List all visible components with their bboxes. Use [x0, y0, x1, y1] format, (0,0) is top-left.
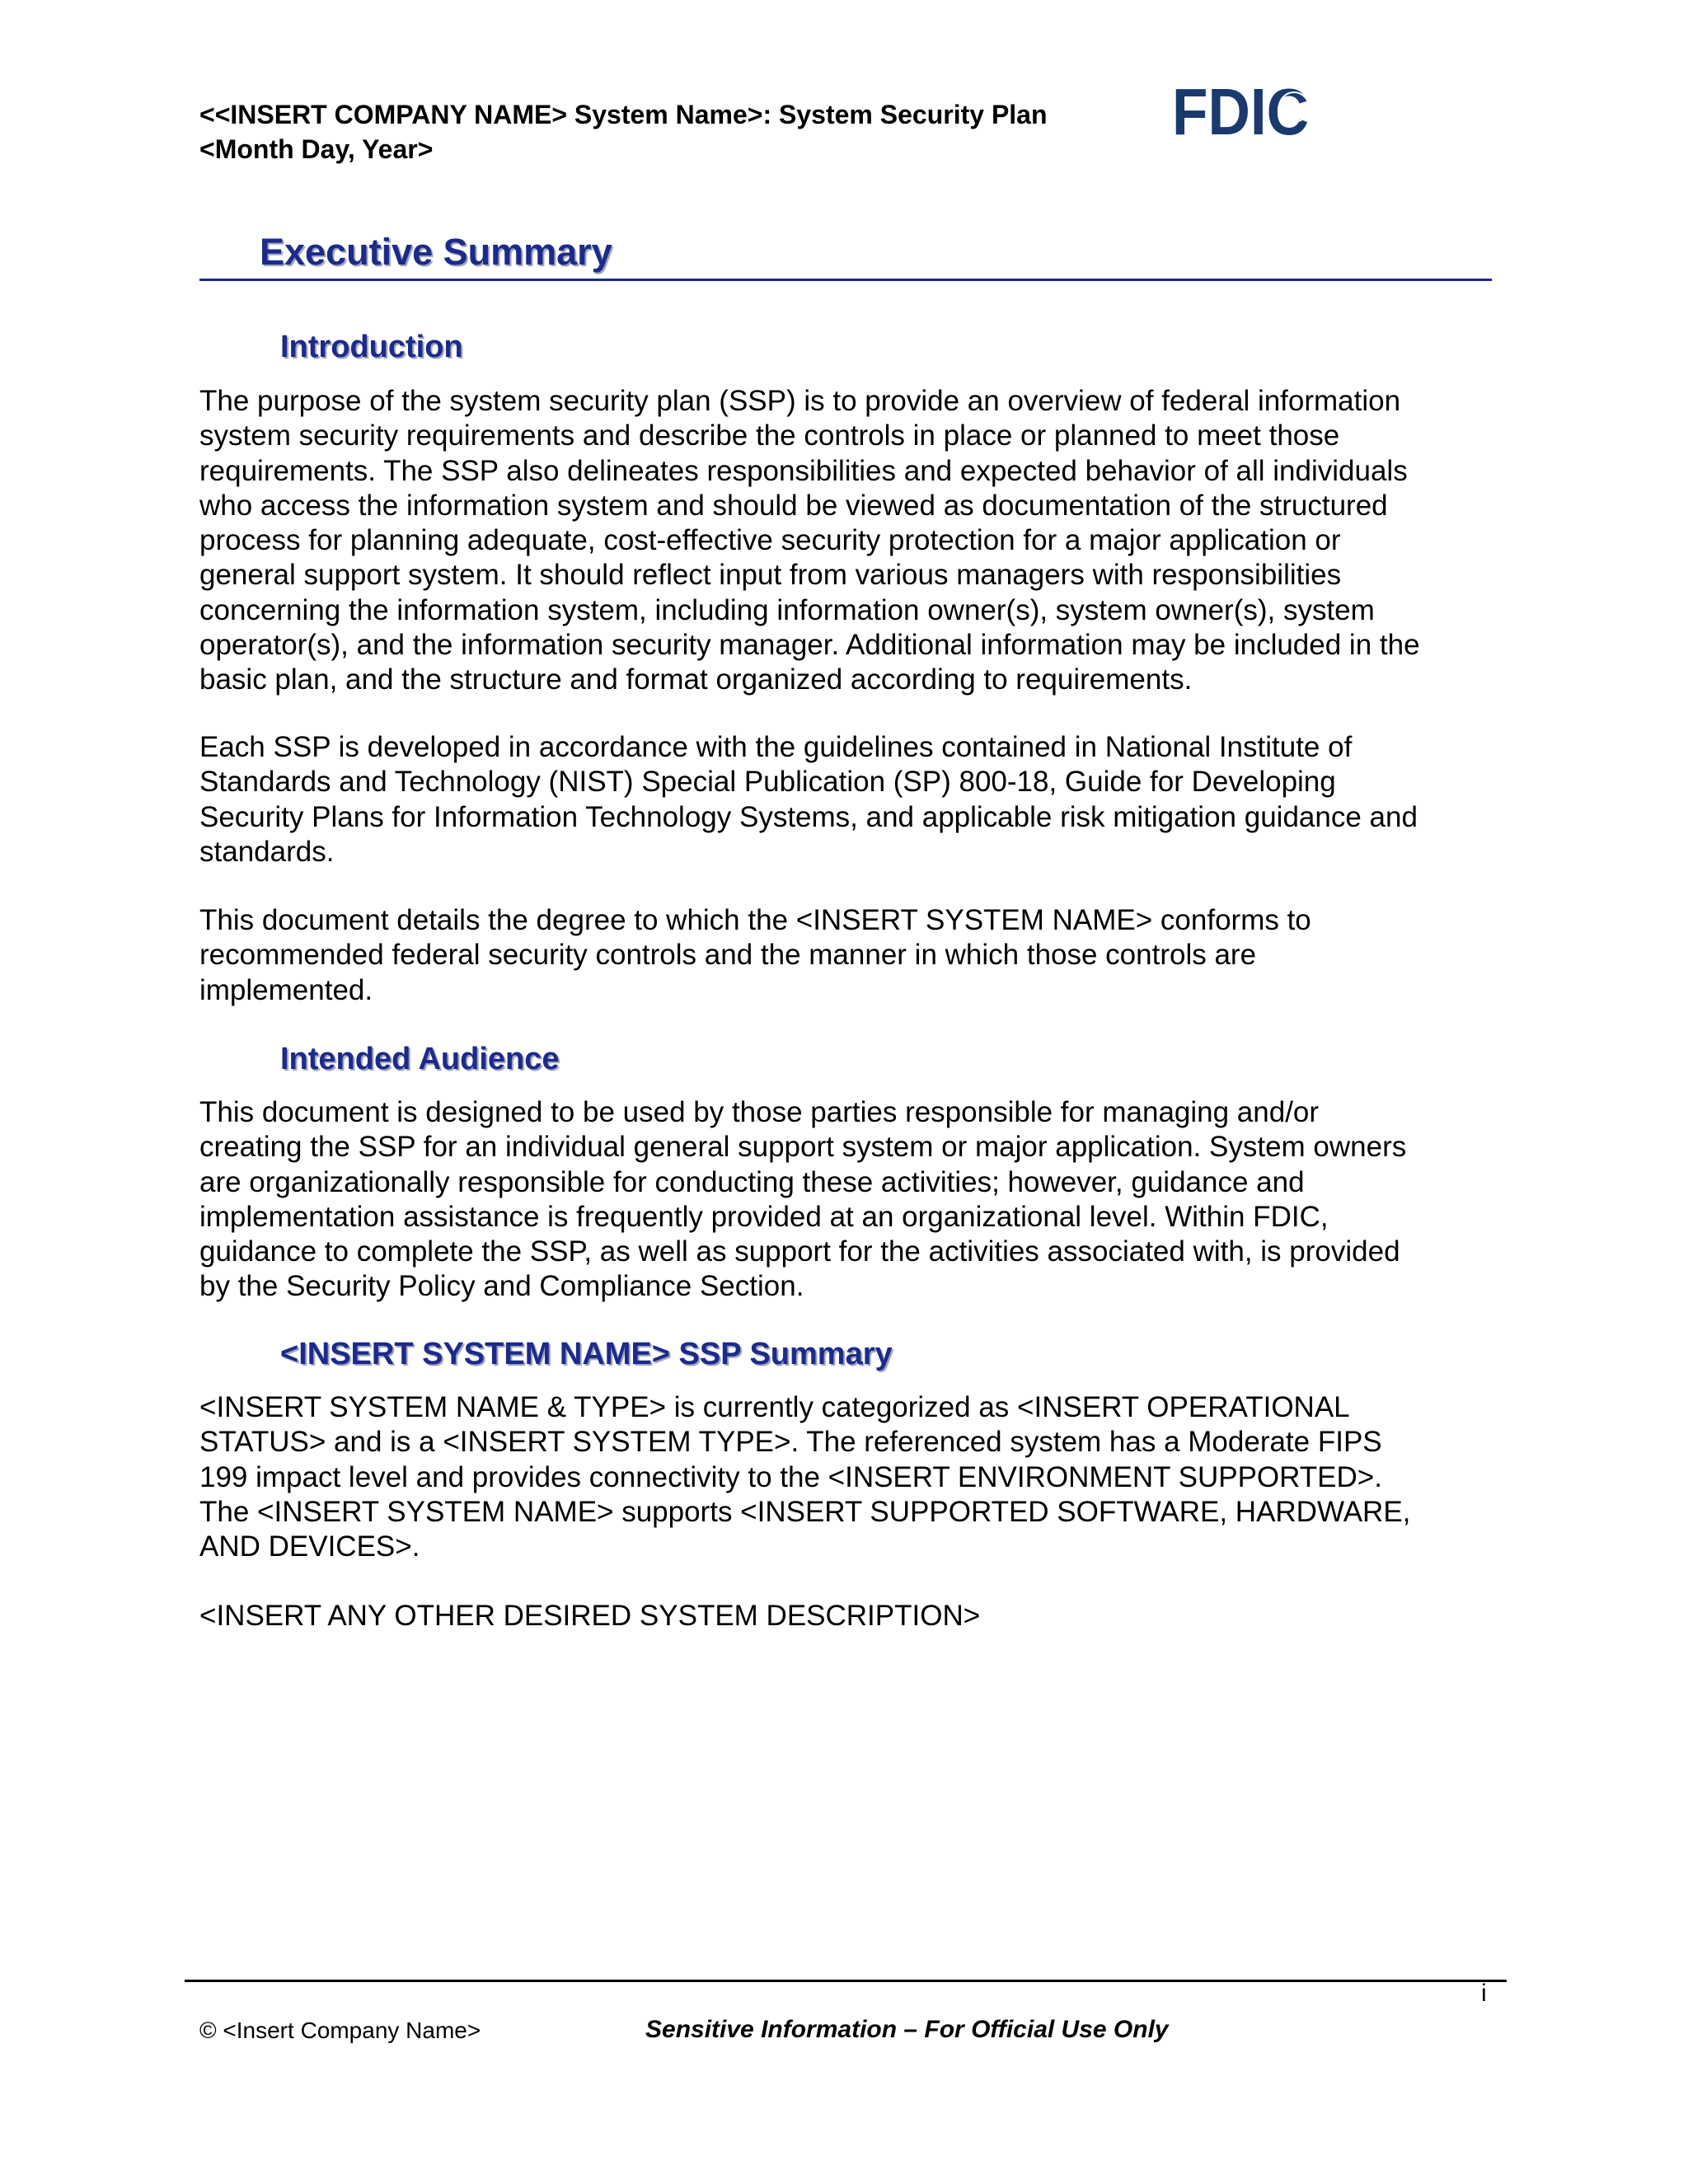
introduction-paragraph-2: Each SSP is developed in accordance with the guidelines contained in National Institute of Standards and Technology (NIST) Special Publication (SP) 800-18, Guide for Developing Security Plans for Information Technology Systems, and applicable risk mitigation guidance and standards. — [199, 731, 1418, 868]
footer-divider — [185, 1980, 1507, 1982]
title-divider — [199, 279, 1492, 281]
summary-heading: <INSERT SYSTEM NAME> SSP Summary — [280, 1337, 893, 1371]
summary-paragraph-1: <INSERT SYSTEM NAME & TYPE> is currently categorized as <INSERT OPERATIONAL STATUS> and is a <INSERT SYSTEM TYPE>. The referenced system has a Moderate FIPS 199 impact level and provides connectivity to the <INSERT ENVIRONMENT SUPPORTED>. The <INSERT SYSTEM NAME> supports <INSERT SUPPORTED SOFTWARE, HARDWARE, AND DEVICES>. — [199, 1391, 1411, 1563]
footer-copyright: © <Insert Company Name> — [199, 2018, 481, 2043]
summary-paragraph-2: <INSERT ANY OTHER DESIRED SYSTEM DESCRIPTION> — [199, 1600, 981, 1632]
header-title: <<INSERT COMPANY NAME> System Name>: System Security Plan — [199, 100, 1048, 129]
audience-paragraph: This document is designed to be used by those parties responsible for managing and/or creating the SSP for an individual general support system or major application. System owners are organizationally responsible for conducting these activities; however, guidance and implementation assistance is frequently provided at an organizational level. Within FDIC, guidance to complete the SSP, as well as support for the activities associated with, is provided by the Security Policy and Compliance Section. — [199, 1096, 1407, 1303]
audience-heading: Intended Audience — [280, 1042, 560, 1076]
fdic-logo — [1172, 76, 1312, 138]
header-date: <Month Day, Year> — [199, 134, 434, 164]
introduction-paragraph-3: This document details the degree to which the <INSERT SYSTEM NAME> conforms to recommended federal security controls and the manner in which those controls are implemented. — [199, 904, 1311, 1006]
page-title: Executive Summary — [260, 231, 612, 273]
introduction-heading: Introduction — [280, 330, 463, 364]
logo-text: FDIC — [1172, 76, 1309, 138]
introduction-paragraph-1: The purpose of the system security plan (SSP) is to provide an overview of federal information system security requirements and describe the controls in place or planned to meet those requirements. The SSP also delineates responsibilities and expected behavior of all individuals who access the information system and should be viewed as documentation of the structured process for planning adequate, cost-effective security protection for a major application or general support system. It should reflect input from various managers with responsibilities concerning the information system, including information owner(s), system owner(s), system operator(s), and the information security manager. Additional information may be included in the basic plan, and the structure and format organized according to requirements. — [199, 385, 1420, 696]
page-number: i — [1481, 1980, 1487, 2007]
footer-classification: Sensitive Information – For Official Use Only — [645, 2016, 1169, 2043]
